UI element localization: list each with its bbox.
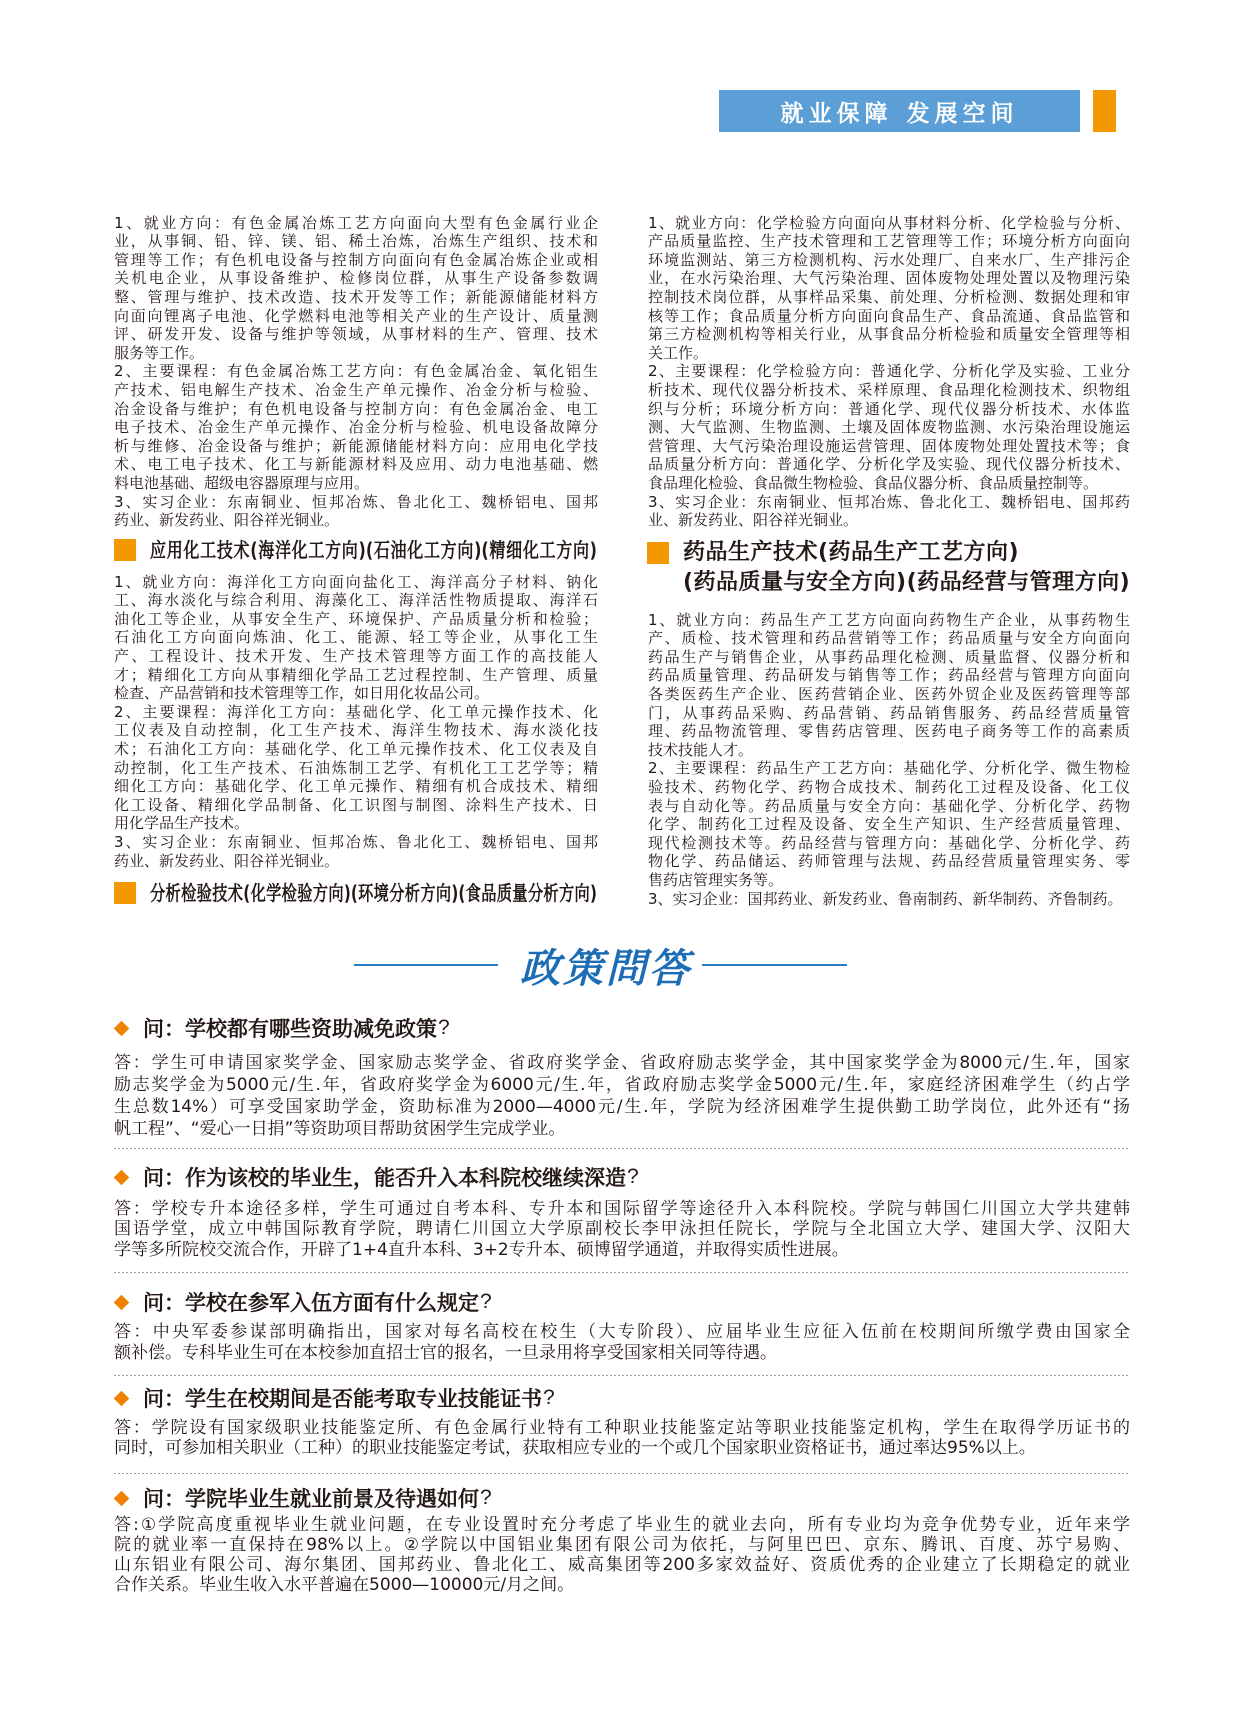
text-line: 环境监测站、第三方检测机构、污水处理厂、自来水厂、生产排污企 [648,250,1130,269]
text-line: 油化工等企业，从事安全生产、环境保护、产品质量分析和检验； [114,609,598,628]
analysis-testing-heading [114,882,738,904]
question-mark: ? [543,1386,555,1409]
question-mark: ? [480,1290,492,1313]
diamond-bullet-icon [114,1294,130,1310]
question-mark: ? [438,1016,450,1039]
text-line: 关工作。 [648,343,709,362]
text-line: 营管理、大气污染治理设施运营管理、固体废物处理处置技术等；食 [648,436,1130,455]
internship-paragraph [114,833,598,870]
heading-text: 分析检验技术(化学检验方向)(环境分析方向)(食品质量分析方向) [150,881,597,905]
question-text: 问：作为该校的毕业生，能否升入本科院校继续深造 [143,1166,626,1190]
answer-line: 山东铝业有限公司、海尔集团、国邦药业、鲁北化工、威高集团等200多家效益好、资质优秀的企业建立了长期稳定的就业 [114,1555,1130,1575]
answer-line: 学等多所院校交流合作，开辟了1+4直升本科、3+2专升本、硕博留学通道，并取得实质性进展。 [114,1239,849,1260]
analysis-testing-section [648,214,1130,530]
text-line: 售药店管理实务等。 [648,871,784,889]
qa-answer [114,1052,1130,1140]
heading-line: 药品生产技术(药品生产工艺方向) [683,540,1020,565]
banner-title-employment: 就业保障 [780,100,893,127]
text-line: 评、研发开发、设备与维护等领域，从事材料的生产、管理、技术 [114,325,598,344]
question-text: 问：学校在参军入伍方面有什么规定 [143,1291,479,1315]
answer-line: 答:①学院高度重视毕业生就业问题，在专业设置时充分考虑了毕业生的就业去向，所有专业均为竞争优势专业，近年来学 [114,1515,1130,1535]
answer-line: 帆工程”、“爱心一日捐”等资助项目帮助贫困学生完成学业。 [114,1119,566,1139]
text-line: 工仪表及自动控制，化工生产技术、海洋生物技术、海水淡化技 [114,721,598,740]
text-line: 2、主要课程：化学检验方向：普通化学、分析化学及实验、工业分 [648,362,1130,381]
text-line: 1、就业方向：海洋化工方向面向盐化工、海洋高分子材料、钠化 [114,572,598,591]
heading-text: 应用化工技术(海洋化工方向)(石油化工方向)(精细化工方向) [150,538,597,562]
banner-title-development: 发展空间 [906,100,1019,127]
text-line: 药业、新发药业、阳谷祥光铜业。 [114,851,340,870]
text-line: 第三方检测机构等相关行业，从事食品分析检验和质量安全管理等相 [648,325,1130,344]
text-line: 1、就业方向：药品生产工艺方向面向药物生产企业，从事药物生 [648,610,1130,629]
pharma-production-section [648,611,1130,909]
title-rule-left [354,964,498,966]
diamond-bullet-icon [114,1390,130,1406]
text-line: 1、就业方向：有色金属冶炼工艺方向面向大型有色金属行业企 [114,213,598,232]
diamond-bullet-icon [114,1490,130,1506]
courses-paragraph [114,362,598,492]
heading-line: (药品质量与安全方向)(药品经营与管理方向) [683,570,1131,595]
diamond-bullet-icon [114,1169,130,1185]
text-line: 关机电企业，从事设备维护、检修岗位群，从事生产设备参数调 [114,269,598,288]
qa-answer [114,1199,1130,1261]
employment-paragraph [114,573,598,703]
question-text: 问：学校都有哪些资助减免政策 [143,1017,437,1041]
text-line: 控制技术岗位群，从事样品采集、前处理、分析检测、数据处理和审 [648,288,1130,307]
text-line: 析技术、现代仪器分析技术、采样原理、食品理化检测技术、织物组 [648,381,1130,400]
text-line: 测、大气监测、生物监测、土壤及固体废物监测、水污染治理设施运 [648,418,1130,437]
qa-answer [114,1418,1130,1459]
text-line: 品质量分析方向：普通化学、分析化学及实验、现代仪器分析技术、 [648,455,1130,474]
answer-line: 答：中央军委参谋部明确指出，国家对每名高校在校生（大专阶段）、应届毕业生应征入伍前在校期间所缴学费由国家全 [114,1321,1130,1342]
internship-paragraph [648,493,1130,530]
text-line: 术、电工电子技术、化工与新能源材料及应用、动力电池基础、燃 [114,455,598,474]
text-line: 2、主要课程：海洋化工方向：基础化学、化工单元操作技术、化 [114,702,598,721]
employment-paragraph [648,214,1130,363]
text-line: 析与维修、冶金设备与维护；新能源储能材料方向：应用电化学技 [114,436,598,455]
text-line: 药品质量管理、药品研发与销售等工作；药品经营与管理方向面向 [648,666,1130,685]
text-line: 工、海水淡化与综合利用、海藻化工、海洋活性物质提取、海洋石 [114,591,598,610]
text-line: 整、管理与维护、技术改造、技术开发等工作；新能源储能材料方 [114,288,598,307]
text-line: 管理等工作；有色机电设备与控制方向面向有色金属冶炼企业或相 [114,250,598,269]
text-line: 产、质检、技术管理和药品营销等工作；药品质量与安全方向面向 [648,629,1130,648]
dotted-divider [114,1148,1130,1149]
policy-qa-title [354,940,847,990]
dotted-divider [114,1473,1130,1474]
text-line: 物化学、药品储运、药师管理与法规、药品经营质量管理实务、零 [648,852,1130,871]
text-line: 药业、新发药业、阳谷祥光铜业。 [114,511,340,530]
text-line: 核等工作；食品质量分析方向面向食品生产、食品流通、食品监管和 [648,306,1130,325]
text-line: 理、药品物流管理、零售药店管理、医药电子商务等工作的高素质 [648,722,1130,741]
dotted-divider [114,1375,1130,1376]
orange-square-bullet-icon [647,542,669,564]
orange-square-bullet-icon [114,882,136,904]
text-line: 向面向锂离子电池、化学燃料电池等相关产业的生产设计、质量测 [114,306,598,325]
text-line: 2、主要课程：有色金属冶炼工艺方向：有色金属冶金、氧化铝生 [114,362,598,381]
courses-paragraph [648,759,1130,889]
answer-line: 生总数14%）可享受国家助学金，资助标准为2000—4000元/生.年，学院为经济困难学生提供勤工助学岗位，此外还有“扬 [114,1097,1130,1117]
text-line: 各类医药生产企业、医药营销企业、医药外贸企业及医药管理等部 [648,685,1130,704]
employment-paragraph [114,214,598,363]
text-line: 石油化工方向面向炼油、化工、能源、轻工等企业，从事化工生 [114,628,598,647]
text-line: 3、实习企业：东南铜业、恒邦冶炼、鲁北化工、魏桥铝电、国邦药 [648,492,1130,511]
qa-question [113,1162,639,1192]
orange-square-bullet-icon [114,539,136,561]
qa-question [113,1483,492,1513]
text-line: 食品理化检验、食品微生物检验、食品仪器分析、食品质量控制等。 [648,474,1099,492]
banner-accent-tab [1093,90,1116,132]
title-text: 政策問答 [520,944,692,992]
internship-paragraph [648,890,1130,909]
text-line: 才；精细化工方向从事精细化学品工艺过程控制、生产管理、质量 [114,665,598,684]
question-text: 问：学院毕业生就业前景及待遇如何 [143,1487,479,1511]
text-line: 表与自动化等。药品质量与安全方向：基础化学、分析化学、药物 [648,796,1130,815]
applied-chemical-section [114,573,598,871]
text-line: 业，在水污染治理、大气污染治理、固体废物处理处置以及物理污染 [648,269,1130,288]
nonferrous-major-continued [114,214,598,530]
answer-line: 额补偿。专科毕业生可在本校参加直招士官的报名，一旦录用将享受国家相关同等待遇。 [114,1342,777,1363]
text-line: 技术技能人才。 [648,740,754,759]
title-rule-right [702,964,847,966]
text-line: 动控制，化工生产技术、石油炼制工艺学、有机化工工艺学等；精 [114,758,598,777]
dotted-divider [114,1272,1130,1273]
text-line: 细化工方向：基础化学、化工单元操作、精细有机合成技术、精细 [114,777,598,796]
answer-line: 国语学堂，成立中韩国际教育学院，聘请仁川国立大学原副校长李甲泳担任院长，学院与全北国立大学、建国大学、汉阳大 [114,1219,1130,1240]
text-line: 产品质量监控、生产技术管理和工艺管理等工作；环境分析方向面向 [648,232,1130,251]
text-line: 产技术、铝电解生产技术、冶金生产单元操作、冶金分析与检验、 [114,381,598,400]
text-line: 用化学品生产技术。 [114,814,250,833]
answer-line: 同时，可参加相关职业（工种）的职业技能鉴定考试，获取相应专业的一个或几个国家职业资格证书，通过率达95%以上。 [114,1438,1036,1459]
text-line: 3、实习企业：东南铜业、恒邦冶炼、鲁北化工、魏桥铝电、国邦 [114,833,598,851]
text-line: 1、就业方向：化学检验方向面向从事材料分析、化学检验与分析、 [648,213,1130,232]
text-line: 3、实习企业：东南铜业、恒邦冶炼、鲁北化工、魏桥铝电、国邦 [114,492,598,511]
text-line: 2、主要课程：药品生产工艺方向：基础化学、分析化学、微生物检 [648,759,1130,778]
question-text: 问：学生在校期间是否能考取专业技能证书 [143,1387,542,1411]
text-line: 门，从事药品采购、药品营销、药品销售服务、药品经营质量管 [648,703,1130,722]
section-banner [719,90,1080,132]
answer-line: 合作关系。毕业生收入水平普遍在5000—10000元/月之间。 [114,1575,575,1595]
answer-line: 院的就业率一直保持在98%以上。②学院以中国铝业集团有限公司为依托，与阿里巴巴、京东、腾讯、百度、苏宁易购、 [114,1535,1130,1555]
text-line: 服务等工作。 [114,343,205,362]
text-line: 现代检测技术等。药品经营与管理方向：基础化学、分析化学、药 [648,833,1130,852]
answer-line: 励志奖学金为5000元/生.年，省政府奖学金为6000元/生.年，省政府励志奖学金5000元/生.年，家庭经济困难学生（约占学 [114,1075,1130,1095]
qa-question [113,1287,492,1317]
text-line: 验技术、药物化学、药物合成技术、制药化工过程及设备、化工仪 [648,778,1130,797]
pharma-production-heading [647,538,1130,598]
text-line: 术；石油化工方向：基础化学、化工单元操作技术、化工仪表及自 [114,740,598,759]
text-line: 织与分析；环境分析方向：普通化学、现代仪器分析技术、水体监 [648,399,1130,418]
text-line: 产、工程设计、技术开发、生产技术管理等方面工作的高技能人 [114,647,598,666]
text-line: 药品生产与销售企业，从事药品理化检测、质量监督、仪器分析和 [648,647,1130,666]
text-line: 电子技术、冶金生产单元操作、冶金分析与检验、机电设备故障分 [114,418,598,437]
courses-paragraph [114,703,598,833]
heading-text [683,538,1130,598]
question-mark: ? [627,1165,639,1188]
text-line: 料电池基础、超级电容器原理与应用。 [114,474,370,492]
text-line: 检查、产品营销和技术管理等工作，如日用化妆品公司。 [114,684,490,703]
qa-question [113,1383,555,1413]
text-line: 冶金设备与维护；有色机电设备与控制方向：有色金属冶金、电工 [114,399,598,418]
text-line: 化学、制药化工过程及设备、安全生产知识、生产经营质量管理、 [648,815,1130,834]
answer-line: 答：学院设有国家级职业技能鉴定所、有色金属行业特有工种职业技能鉴定站等职业技能鉴定机构，学生在取得学历证书的 [114,1417,1130,1438]
text-line: 化工设备、精细化学品制备、化工识图与制图、涂料生产技术、日 [114,795,598,814]
answer-line: 答：学生可申请国家奖学金、国家励志奖学金、省政府奖学金、省政府励志奖学金，其中国家奖学金为8000元/生.年，国家 [114,1053,1130,1073]
answer-line: 答：学校专升本途径多样，学生可通过自考本科、专升本和国际留学等途径升入本科院校。学院与韩国仁川国立大学共建韩 [114,1198,1130,1219]
diamond-bullet-icon [114,1020,130,1036]
text-line: 3、实习企业：国邦药业、新发药业、鲁南制药、新华制药、齐鲁制药。 [648,889,1123,908]
applied-chemical-heading [114,539,709,561]
qa-answer [114,1515,1130,1595]
employment-paragraph [648,611,1130,760]
qa-answer [114,1322,1130,1364]
text-line: 业、新发药业、阳谷祥光铜业。 [648,511,859,530]
question-mark: ? [480,1486,492,1509]
qa-question [113,1013,450,1043]
courses-paragraph [648,362,1130,492]
internship-paragraph [114,493,598,530]
text-line: 业，从事铜、铅、锌、镁、铝、稀土冶炼，冶炼生产组织、技术和 [114,232,598,251]
